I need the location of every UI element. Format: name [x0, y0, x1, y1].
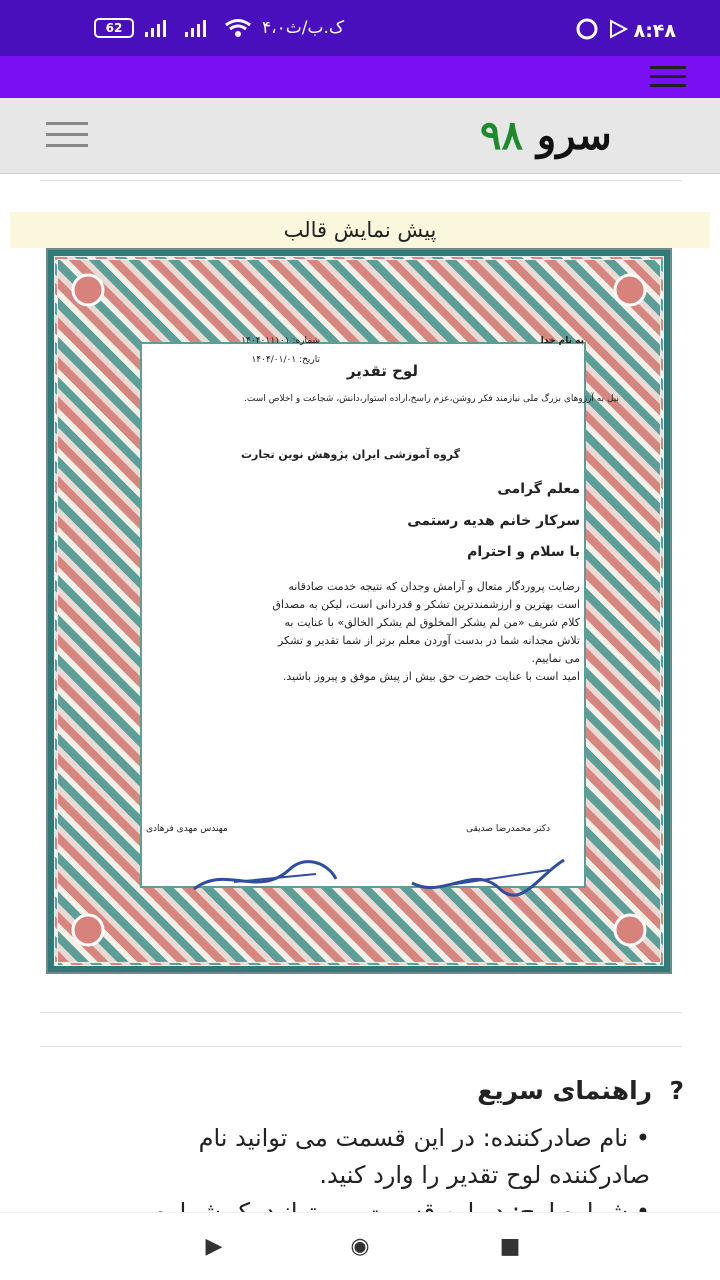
network-speed: ۴،۰ک.ب/ث	[262, 18, 345, 38]
help-section	[0, 1066, 720, 1211]
institution-name: گروه آموزشی ایران پژوهش نوین تجارت	[241, 448, 460, 461]
play-store-icon	[608, 19, 628, 39]
signal-icon-2	[184, 18, 214, 38]
ornament-icon-right-top	[610, 270, 650, 312]
ornament-icon-right-bottom	[610, 910, 650, 952]
signature-name-right: دکتر محمدرضا صدیقی	[466, 824, 550, 834]
top-menu-icon[interactable]	[650, 66, 686, 88]
greeting-line-3: با سلام و احترام	[467, 544, 580, 560]
hamburger-icon[interactable]	[46, 122, 88, 148]
status-time: ۸:۴۸	[633, 20, 676, 42]
status-right-icons	[576, 18, 628, 40]
status-bar	[0, 0, 720, 56]
back-button[interactable]: ▶	[205, 1234, 223, 1259]
question-icon: ?	[669, 1076, 684, 1105]
preview-title: پیش نمایش قالب	[10, 212, 710, 248]
divider-top	[40, 180, 682, 181]
body-line-2: است بهترین و ارزشمندترین تشکر و قدردانی است، لیکن به مصداق	[272, 598, 580, 611]
date-label: تاریخ: ۱۴۰۴/۰۱/۰۱	[251, 355, 320, 365]
battery-icon: 62	[94, 18, 134, 38]
home-button[interactable]: ◉	[350, 1234, 370, 1259]
logo-number: ۹۸	[480, 112, 523, 159]
signature-icon-left	[186, 844, 346, 914]
certificate-subtitle: نیل به آرزوهای بزرگ ملی نیازمند فکر روشن،عزم راسخ،اراده استوار،دانش، شجاعت و اخلاص است.	[244, 394, 619, 404]
greeting-line-2: سرکار خانم هدیه رستمی	[407, 513, 580, 529]
top-app-bar	[0, 56, 720, 98]
divider-middle	[40, 1012, 682, 1013]
help-title-text: راهنمای سریع	[477, 1076, 653, 1105]
help-bullet-1-line-1: • نام صادرکننده: در این قسمت می توانید نام	[198, 1124, 650, 1152]
ornament-icon-left-top	[68, 270, 108, 312]
signature-icon-right	[404, 850, 574, 920]
number-label: شماره: ۱۴۰۴۰۱۱۱۰۱	[241, 336, 320, 346]
help-bullet-1-line-2: صادرکننده لوح تقدیر را وارد کنید.	[319, 1161, 650, 1189]
certificate-title: لوح تقدیر	[346, 362, 418, 380]
help-bullet-2	[80, 1194, 650, 1210]
certificate-preview	[46, 248, 672, 974]
certificate-inner	[140, 336, 619, 888]
divider-help	[40, 1046, 682, 1047]
signature-name-left: مهندس مهدی فرهادی	[146, 824, 228, 834]
body-line-4: تلاش مجدانه شما در بدست آوردن معلم برتر از شما تقدیر و تشکر	[277, 634, 580, 647]
site-header	[0, 98, 720, 174]
signal-icon	[144, 18, 174, 38]
certificate-border	[54, 256, 664, 966]
body-line-5: می نماییم.	[531, 652, 580, 665]
recent-apps-button[interactable]: ■	[499, 1234, 521, 1259]
help-title	[477, 1076, 684, 1105]
body-line-6: امید است با عنایت حضرت حق بیش از پیش موفق و پیروز باشید.	[282, 670, 580, 683]
app-icon	[576, 18, 598, 40]
status-left-icons	[94, 18, 344, 38]
bismillah: به نام خدا	[540, 336, 584, 346]
ornament-icon-left-bottom	[68, 910, 108, 952]
site-logo[interactable]	[480, 112, 612, 159]
logo-text: سرو	[536, 112, 612, 159]
body-line-3: کلام شریف «من لم یشکر المخلوق لم یشکر الخالق» با عنایت به	[284, 616, 580, 629]
greeting-line-1: معلم گرامی	[497, 481, 580, 497]
system-navigation-bar	[0, 1212, 720, 1280]
body-line-1: رضایت پروردگار متعال و آرامش وجدان که نتیجه خدمت صادقانه	[288, 580, 580, 593]
wifi-icon	[224, 18, 252, 38]
